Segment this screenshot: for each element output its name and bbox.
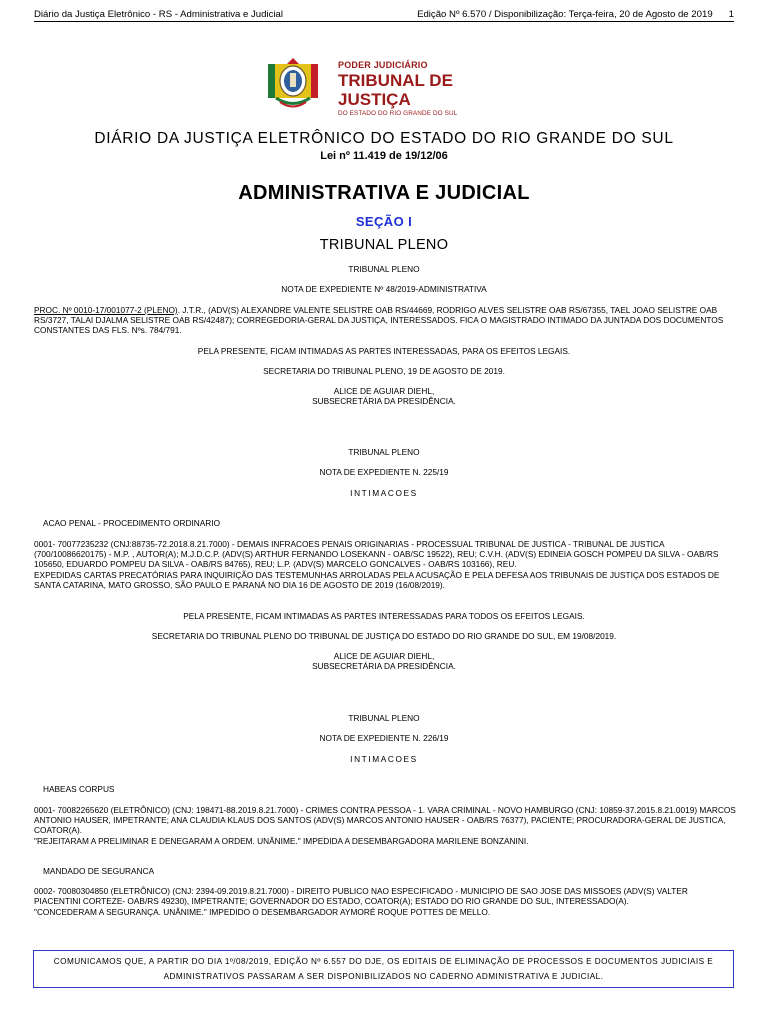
signer-title: SUBSECRETÁRIA DA PRESIDÊNCIA. [312,396,456,406]
nota-heading: TRIBUNAL PLENO [348,447,420,457]
case-class: ACAO PENAL - PROCEDIMENTO ORDINARIO [43,518,221,528]
nota-number: NOTA DE EXPEDIENTE N. 225/19 [319,467,449,477]
tribunal-heading: TRIBUNAL PLENO [319,237,449,253]
law-reference: Lei nº 11.419 de 19/12/06 [320,150,448,162]
case-item: 0001- 70082265620 (ELETRÔNICO) (CNJ: 198471-88.2019.8.21.7000) - CRIMES CONTRA PESSOA - 1. VARA CRIMINAL - NOVO HAMBURGO (CNJ: 10859-37.2015.8.21.0019) MARCOS ANTONIO HAUSER, IMPETRANTE; ANA CLAUDIA KLAUS DOS SANTOS (ADV(S) MARCOS ANTONIO HAUSER - OAB/RS 76377), PACIENTE; PROCURADORA-GERAL DE JUSTICA, COATOR(A). [34,805,736,836]
logo-line-tribunal: TRIBUNAL DE JUSTIÇA [338,71,453,109]
proc-reference-link[interactable]: PROC. Nº 0010-17/001077-2 (PLENO) [34,305,178,315]
page-number: 1 [728,9,734,20]
notice-line-2: ADMINISTRATIVOS PASSARAM A SER DISPONIBILIZADOS NO CADERNO ADMINISTRATIVA E JUDICIAL. [163,972,604,981]
case-class: MANDADO DE SEGURANCA [43,866,155,876]
notice-box [33,950,734,988]
logo-line-poder: PODER JUDICIÁRIO [338,60,428,70]
nota-heading: TRIBUNAL PLENO [348,264,420,274]
signer-name: ALICE DE AGUIAR DIEHL, [333,386,435,396]
intimacoes-heading: INTIMACOES [350,488,418,498]
header-edition: Edição Nº 6.570 / Disponibilização: Terça-feira, 20 de Agosto de 2019 [417,9,713,20]
header-journal-name: Diário da Justiça Eletrônico - RS - Administrativa e Judicial [34,9,284,20]
intimation-statement: PELA PRESENTE, FICAM INTIMADAS AS PARTES INTERESSADAS, PARA OS EFEITOS LEGAIS. [197,346,571,356]
signer-name: ALICE DE AGUIAR DIEHL, [333,651,435,661]
court-logo [262,54,512,117]
case-class: HABEAS CORPUS [43,784,115,794]
nota-number: NOTA DE EXPEDIENTE N. 226/19 [319,733,449,743]
intimation-statement: PELA PRESENTE, FICAM INTIMADAS AS PARTES INTERESSADAS PARA TODOS OS EFEITOS LEGAIS. [183,611,585,621]
case-decision: EXPEDIDAS CARTAS PRECATÓRIAS PARA INQUIRIÇÃO DAS TESTEMUNHAS ARROLADAS PELA ACUSAÇÃO E PELA DEFESA AOS TRIBUNAIS DE JUSTIÇA DOS ESTADOS DE SANTA CATARINA, MATO GROSSO, SÃO PAULO E PARANÁ NO DIA 16 DE AGOSTO DE 2019 (16/08/2019). [34,570,720,591]
case-decision: "REJEITARAM A PRELIMINAR E DENEGARAM A ORDEM. UNÂNIME." IMPEDIDA A DESEMBARGADORA MARILENE BONZANINI. [34,836,529,846]
case-item: 0002- 70080304850 (ELETRÔNICO) (CNJ: 2394-09.2019.8.21.7000) - DIREITO PUBLICO NAO ESPECIFICADO - MUNICIPIO DE SAO JOSE DAS MISSOES (ADV(S) VALTER PIACENTINI CORTEZE- OAB/RS 49230), IMPETRANTE; GOVERNADOR DO ESTADO, COATOR(A); ESTADO DO RIO GRANDE DO SUL, INTERESSADO(A). [34,886,688,907]
proc-paragraph [34,305,736,336]
running-header [34,9,734,22]
case-item: 0001- 70077235232 (CNJ:88735-72.2018.8.21.7000) - DEMAIS INFRACOES PENAIS ORIGINARIAS - PROCESSUAL TRIBUNAL DE JUSTICA - TRIBUNAL DE JUSTICA (700/10086620175) - M.P. , AUTOR(A); M.J.D.C.P. (ADV(S) ARTHUR FERNANDO LOSEKANN - OAB/SC 19522), REU; C.V.H. (ADV(S) EDINEIA GOSCH POMPEU DA SILVA - OAB/RS 105650, EDUARDO POMPEU DA SILVA - OAB/RS 84765), REU; L.P. (ADV(S) MARCELO GONCALVES - OAB/RS 103166), REU. [34,539,719,570]
section-title: ADMINISTRATIVA E JUDICIAL [238,182,530,204]
secao-heading: SEÇÃO I [355,214,413,229]
notice-line-1: COMUNICAMOS QUE, A PARTIR DO DIA 1º/08/2019, EDIÇÃO Nº 6.557 DO DJE, OS EDITAIS DE ELIMINAÇÃO DE PROCESSOS E DOCUMENTOS JUDICIAIS E [53,957,714,966]
secretaria-line: SECRETARIA DO TRIBUNAL PLENO, 19 DE AGOSTO DE 2019. [263,366,505,376]
intimacoes-heading: INTIMACOES [350,754,418,764]
case-decision: "CONCEDERAM A SEGURANÇA. UNÂNIME." IMPEDIDO O DESEMBARGADOR AYMORÉ ROQUE POTTES DE MELLO. [34,907,491,917]
coat-of-arms-icon [262,54,324,112]
nota-number: NOTA DE EXPEDIENTE Nº 48/2019-ADMINISTRATIVA [281,284,487,294]
proc-text: . J.T.R., (ADV(S) ALEXANDRE VALENTE SELISTRE OAB RS/44669, RODRIGO ALVES SELISTRE OAB RS/67355, TAEL JOAO SELISTRE OAB RS/3727, TALAI DJALMA SELISTRE OAB RS/42487); CORREGEDORIA-GERAL DA JUSTIÇA, INTERESSADOS. FICA O MAGISTRADO INTIMADO DA JUNTADA DOS DOCUMENTOS CONSTANTES DAS FLS. Nºs. 784/791. [34,305,724,336]
signer-title: SUBSECRETÁRIA DA PRESIDÊNCIA. [312,661,456,671]
logo-line-estado: DO ESTADO DO RIO GRANDE DO SUL [338,110,458,117]
journal-title: DIÁRIO DA JUSTIÇA ELETRÔNICO DO ESTADO DO RIO GRANDE DO SUL [94,130,674,147]
secretaria-line: SECRETARIA DO TRIBUNAL PLENO DO TRIBUNAL DE JUSTIÇA DO ESTADO DO RIO GRANDE DO SUL, EM 19/08/2019. [151,631,617,641]
nota-heading: TRIBUNAL PLENO [348,713,420,723]
